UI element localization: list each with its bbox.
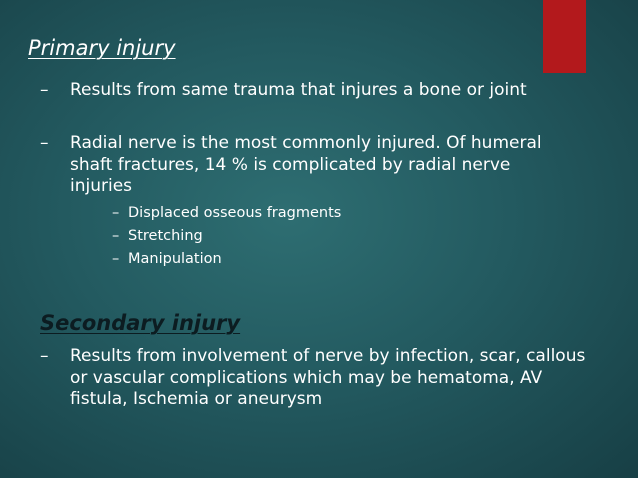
bullet-text: Radial nerve is the most commonly injured. Of humeral shaft fractures, 14 % is complicated by radial nerve injuries bbox=[70, 133, 542, 196]
bullet-secondary-1 bbox=[40, 346, 600, 411]
bullet-primary-1 bbox=[40, 80, 550, 102]
bullet-text: Results from involvement of nerve by infection, scar, callous or vascular complications which may be hematoma, AV fistula, Ischemia or aneurysm bbox=[70, 346, 586, 409]
bullet-primary-2 bbox=[40, 133, 550, 198]
bullet-dash: – bbox=[40, 80, 49, 100]
sub-bullet-3 bbox=[112, 250, 472, 268]
sub-bullet-dash: – bbox=[112, 205, 120, 221]
sub-bullet-text: Manipulation bbox=[128, 251, 222, 267]
accent-bar bbox=[543, 0, 586, 73]
sub-bullet-2 bbox=[112, 227, 472, 245]
bullet-dash: – bbox=[40, 346, 49, 366]
sub-bullet-text: Stretching bbox=[128, 228, 203, 244]
secondary-injury-heading: Secondary injury bbox=[40, 311, 241, 335]
sub-bullet-1 bbox=[112, 204, 472, 222]
sub-bullet-text: Displaced osseous fragments bbox=[128, 205, 342, 221]
bullet-text: Results from same trauma that injures a bone or joint bbox=[70, 80, 527, 100]
bullet-dash: – bbox=[40, 133, 49, 153]
primary-injury-heading: Primary injury bbox=[28, 36, 176, 60]
sub-bullet-dash: – bbox=[112, 228, 120, 244]
sub-bullet-dash: – bbox=[112, 251, 120, 267]
